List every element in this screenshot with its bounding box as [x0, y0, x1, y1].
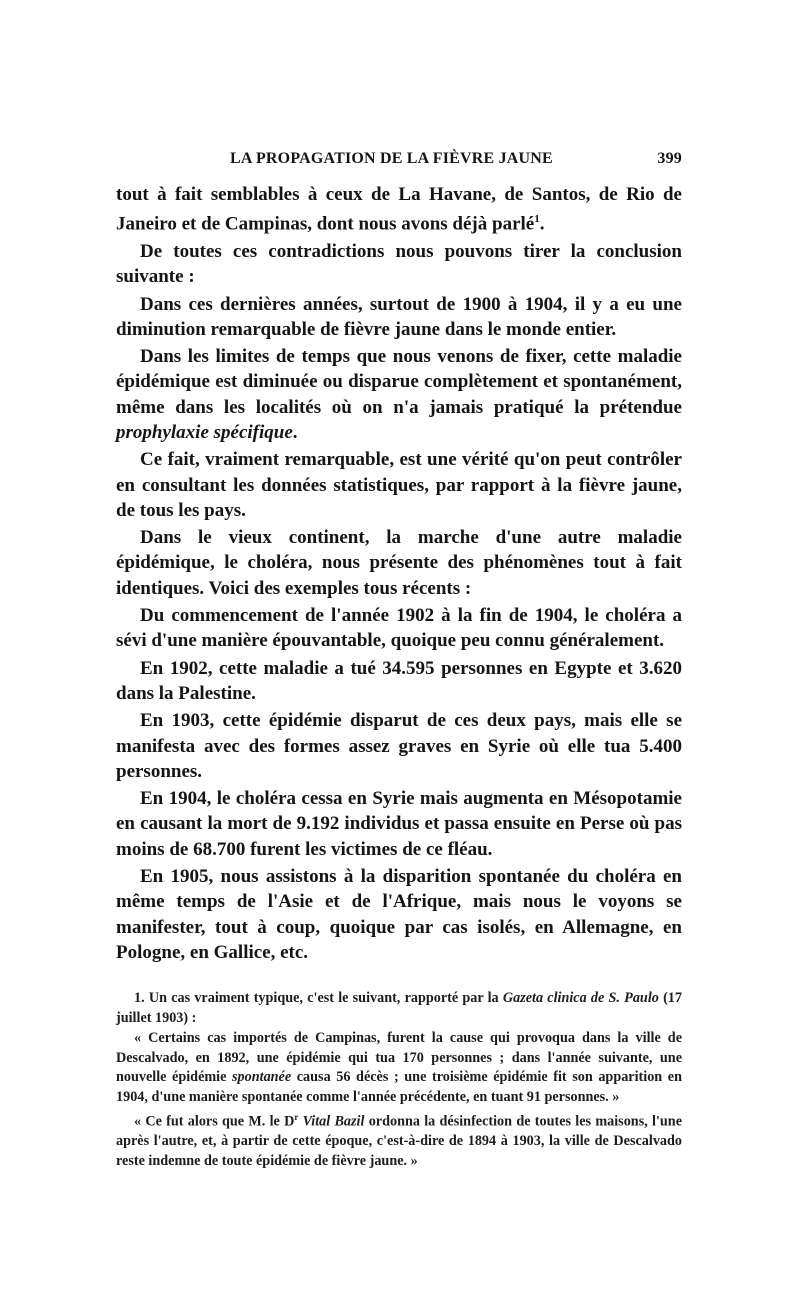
paragraph: En 1903, cette épidémie disparut de ces deux pays, mais elle se manifesta avec des formes assez graves en Syrie où elle tua 5.400 personnes. — [116, 710, 682, 782]
main-text — [116, 182, 682, 965]
paragraph: Du commencement de l'année 1902 à la fin de 1904, le choléra a sévi d'une manière épouvantable, quoique peu connu généralement. — [116, 605, 682, 652]
paragraph: Ce fait, vraiment remarquable, est une vérité qu'on peut contrôler en consultant les données statistiques, par rapport à la fièvre jaune, de tous les pays. — [116, 449, 682, 521]
paragraph: En 1904, le choléra cessa en Syrie mais augmenta en Mésopotamie en causant la mort de 9.192 individus et passa ensuite en Perse où pas moins de 68.700 furent les victimes de ce fléau. — [116, 788, 682, 860]
paragraph: Dans le vieux continent, la marche d'une autre maladie épidémique, le choléra, nous présente des phénomènes tout à fait identiques. Voici des exemples tous récents : — [116, 527, 682, 599]
paragraph: De toutes ces contradictions nous pouvons tirer la conclusion suivante : — [116, 240, 682, 288]
footnote-quote: « Certains cas importés de Campinas, furent la cause qui provoqua dans la ville de Descalvado, en 1892, une épidémie qui tua 170 personnes ; dans l'année suivante, une nouvelle épidémie spontanée causa 56 décès ; une troisième épidémie fit son apparition en 1904, d'une manière spontanée comme l'année précédente, en tuant 91 personnes. » — [116, 1030, 682, 1105]
paragraph: Dans ces dernières années, surtout de 1900 à 1904, il y a eu une diminution remarquable de fièvre jaune dans le monde entier. — [116, 293, 682, 340]
running-head — [116, 150, 682, 174]
emphasis: prophylaxie spécifique — [116, 422, 293, 443]
paragraph: tout à fait semblables à ceux de La Havane, de Santos, de Rio de Janeiro et de Campinas, dont nous avons déjà parlé$^1$. — [116, 184, 682, 235]
footnotes — [116, 989, 682, 1171]
book-page — [116, 150, 682, 1171]
paragraph: En 1902, cette maladie a tué 34.595 personnes en Egypte et 3.620 dans la Palestine. — [116, 657, 682, 704]
footnote: 1. Un cas vraiment typique, c'est le suivant, rapporté par la Gazeta clinica de S. Paulo (17 juillet 1903) : — [116, 990, 682, 1026]
running-title: LA PROPAGATION DE LA FIÈVRE JAUNE — [230, 150, 553, 167]
footnote-quote: « Ce fut alors que M. le $D^r$ Vital Bazil ordonna la désinfection de toutes les maisons, l'une après l'autre, et, à partir de cette époque, c'est-à-dire de 1894 à 1903, la ville de Descalvado reste indemne de toute épidémie de fièvre jaune. » — [116, 1112, 682, 1169]
footnote-reference: 1 — [534, 213, 540, 226]
paragraph: En 1905, nous assistons à la disparition spontanée du choléra en même temps de l'Asie et de l'Afrique, mais nous le voyons se manifester, tout à coup, quoique par cas isolés, en Allemagne, en Pologne, en Gallice, etc. — [116, 866, 682, 963]
paragraph: Dans les limites de temps que nous venons de fixer, cette maladie épidémique est diminuée ou disparue complètement et spontanément, même dans les localités où on n'a jamais pratiqué la prétendue prophylaxie spécifique. — [116, 346, 682, 443]
page-number: 399 — [657, 150, 682, 167]
